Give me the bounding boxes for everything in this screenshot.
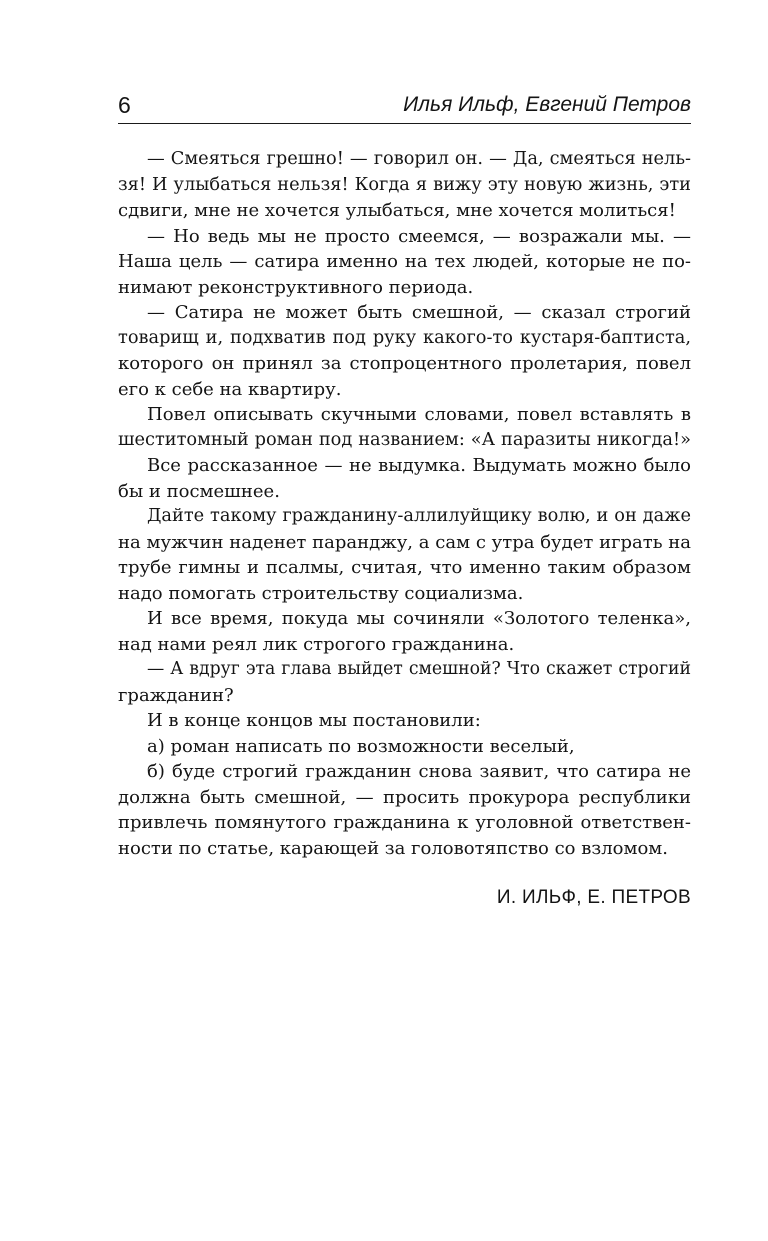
page-number: 6 [118, 92, 131, 118]
text-line: И в конце концов мы постановили: [147, 710, 481, 731]
text-line: должна быть смешной, — просить прокурора республики [118, 786, 691, 808]
text-line: — А вдруг эта глава выйдет смешной? Что скажет строгий [147, 659, 691, 679]
body-text [118, 147, 691, 861]
text-line: гражданин? [118, 684, 234, 706]
text-line: бы и посмешнее. [118, 480, 280, 502]
text-line: Наша цель — сатира именно на тех людей, которые не по- [118, 251, 691, 272]
header-rule [118, 123, 691, 124]
text-line: которого он принял за стопроцентного пролетария, повел [118, 353, 691, 374]
authors-signature: И. ИЛЬФ, Е. ПЕТРОВ [496, 887, 691, 908]
text-line: на мужчин наденет паранджу, а сам с утра будет играть на [118, 531, 691, 553]
text-line: его к себе на квартиру. [118, 378, 342, 400]
text-line: нимают реконструктивного периода. [118, 276, 474, 298]
text-line: трубе гимны и псалмы, считая, что именно таким образом [118, 557, 691, 578]
text-line: — Сатира не может быть смешной, — сказал строгий [147, 302, 691, 323]
text-line: а) роман написать по возможности веселый, [147, 735, 575, 757]
text-line: Дайте такому гражданину-аллилуйщику волю, и он даже [147, 506, 691, 526]
text-line: зя! И улыбаться нельзя! Когда я вижу эту новую жизнь, эти [118, 174, 691, 195]
text-line: над нами реял лик строгого гражданина. [118, 633, 515, 655]
text-line: товарищ и, подхватив под руку какого-то кустаря-баптиста, [118, 327, 691, 348]
running-title: Илья Ильф, Евгений Петров [403, 93, 691, 116]
text-line: — Но ведь мы не просто смеемся, — возражали мы. — [147, 225, 691, 247]
text-line: Повел описывать скучными словами, повел вставлять в [147, 404, 691, 425]
running-head [118, 90, 691, 122]
text-line: И все время, покуда мы сочиняли «Золотого теленка», [147, 608, 691, 629]
text-line: б) буде строгий гражданин снова заявит, что сатира не [147, 761, 691, 782]
text-line: ности по статье, карающей за головотяпство со взломом. [118, 837, 669, 859]
text-line: сдвиги, мне не хочется улыбаться, мне хочется молиться! [118, 200, 676, 221]
text-line: Все рассказанное — не выдумка. Выдумать можно было [147, 455, 691, 476]
text-line: — Смеяться грешно! — говорил он. — Да, смеяться нель- [147, 149, 691, 169]
text-line: привлечь помянутого гражданина к уголовной ответствен- [118, 812, 691, 833]
text-line: шеститомный роман под названием: «А паразиты никогда!» [118, 429, 691, 450]
text-line: надо помогать строительству социализма. [118, 582, 524, 604]
